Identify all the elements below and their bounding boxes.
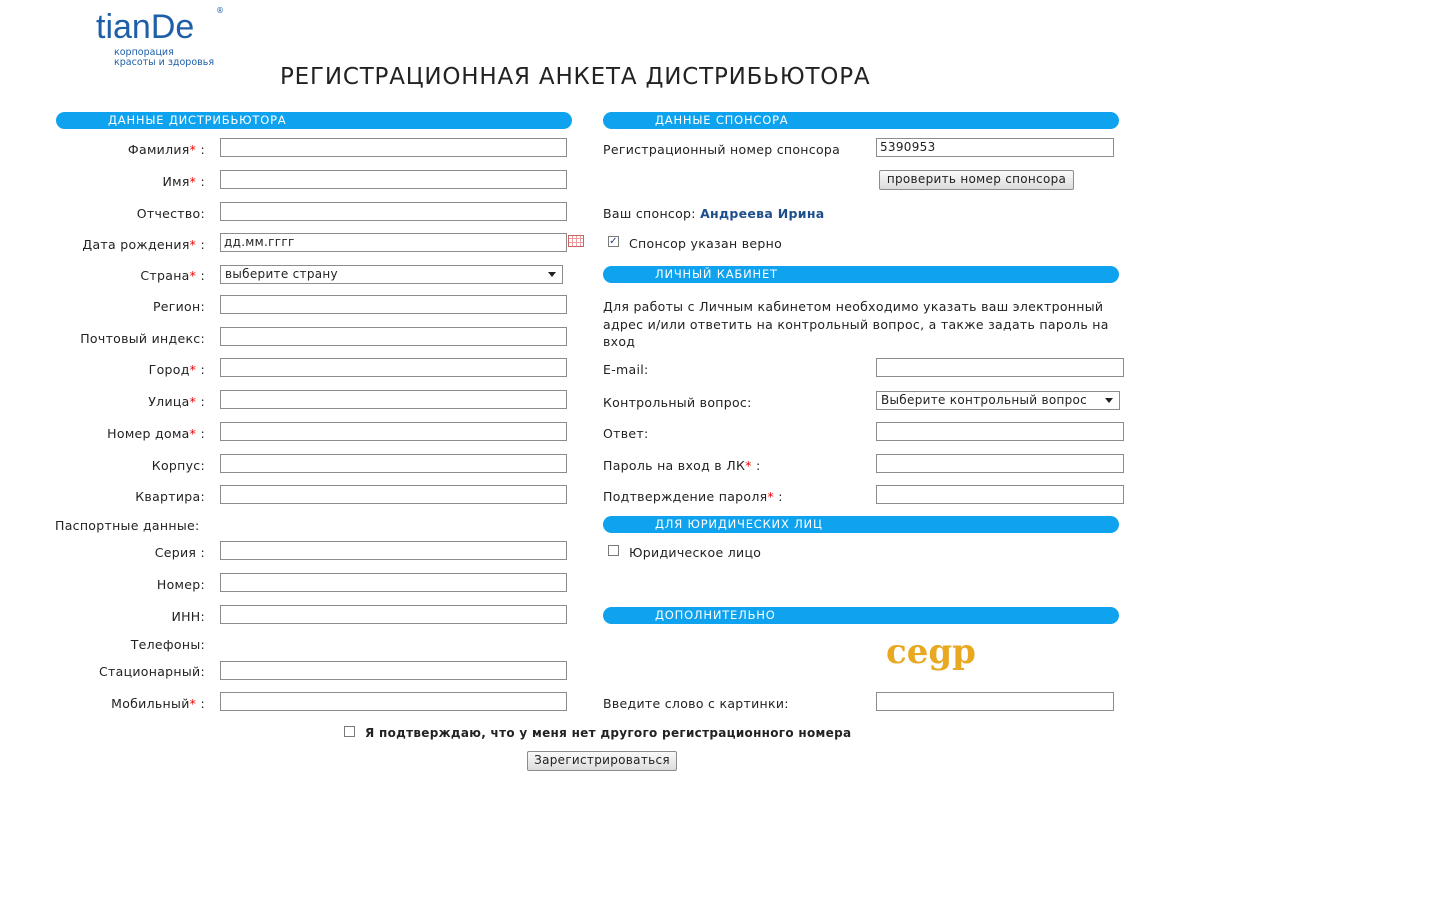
section-header-legal: ДЛЯ ЮРИДИЧЕСКИХ ЛИЦ — [603, 516, 1119, 533]
chevron-down-icon — [1105, 398, 1113, 403]
label-captcha: Введите слово с картинки: — [603, 696, 789, 711]
logo-registered-mark: ® — [216, 6, 225, 15]
label-apartment: Квартира: — [135, 489, 205, 504]
label-birthdate: Дата рождения* : — [82, 237, 205, 252]
logo-subtitle-line1: корпорация — [114, 47, 174, 58]
password-input[interactable] — [876, 454, 1124, 473]
check-sponsor-button[interactable]: проверить номер спонсора — [879, 170, 1074, 190]
sponsor-correct-checkbox[interactable]: ✓ — [609, 236, 618, 247]
apartment-input[interactable] — [220, 485, 567, 504]
label-inn: ИНН: — [171, 609, 205, 624]
number-input[interactable] — [220, 573, 567, 592]
label-confirm-password: Подтверждение пароля* : — [603, 489, 783, 504]
label-house: Номер дома* : — [107, 426, 205, 441]
house-input[interactable] — [220, 422, 567, 441]
section-header-cabinet: ЛИЧНЫЙ КАБИНЕТ — [603, 266, 1119, 283]
country-select-value: выберите страну — [225, 267, 338, 281]
tiande-logo — [96, 6, 236, 70]
city-input[interactable] — [220, 358, 567, 377]
label-lastname: Фамилия* : — [127, 142, 205, 157]
page-title: РЕГИСТРАЦИОННАЯ АНКЕТА ДИСТРИБЬЮТОРА — [280, 64, 871, 90]
label-country: Страна* : — [140, 268, 205, 283]
logo-word: tianDe — [96, 8, 195, 46]
confirm-password-input[interactable] — [876, 485, 1124, 504]
building-input[interactable] — [220, 454, 567, 473]
mobile-input[interactable] — [220, 692, 567, 711]
label-passport: Паспортные данные: — [55, 518, 200, 533]
section-header-extra: ДОПОЛНИТЕЛЬНО — [603, 607, 1119, 624]
logo-subtitle-line2: красоты и здоровья — [114, 57, 215, 68]
country-select[interactable] — [220, 265, 563, 284]
label-question: Контрольный вопрос: — [603, 395, 752, 410]
label-firstname: Имя* : — [162, 174, 205, 189]
label-password: Пароль на вход в ЛК* : — [603, 458, 761, 473]
captcha-image: cegp — [886, 632, 976, 672]
region-input[interactable] — [220, 295, 567, 314]
your-sponsor — [603, 206, 825, 221]
register-button[interactable]: Зарегистрироваться — [527, 751, 677, 771]
label-zip: Почтовый индекс: — [80, 331, 205, 346]
answer-input[interactable] — [876, 422, 1124, 441]
label-city: Город* : — [148, 362, 205, 377]
label-mobile: Мобильный* : — [111, 696, 205, 711]
cabinet-description — [603, 298, 1143, 351]
cabinet-description-line1: Для работы с Личным кабинетом необходимо указать ваш электронный — [603, 299, 1104, 314]
question-select-value: Выберите контрольный вопрос — [881, 393, 1088, 407]
captcha-input[interactable] — [876, 692, 1114, 711]
label-answer: Ответ: — [603, 426, 649, 441]
section-header-sponsor: ДАННЫЕ СПОНСОРА — [603, 112, 1119, 129]
firstname-input[interactable] — [220, 170, 567, 189]
chevron-down-icon — [548, 272, 556, 277]
patronymic-input[interactable] — [220, 202, 567, 221]
lastname-input[interactable] — [220, 138, 567, 157]
label-series: Серия : — [154, 545, 205, 560]
sponsor-correct-label: Спонсор указан верно — [629, 236, 783, 251]
label-street: Улица* : — [148, 394, 205, 409]
label-number: Номер: — [156, 577, 205, 592]
logo-subtitle — [114, 48, 214, 68]
cabinet-description-line3: вход — [603, 334, 636, 349]
label-landline: Стационарный: — [99, 664, 205, 679]
calendar-icon[interactable] — [568, 235, 584, 247]
landline-input[interactable] — [220, 661, 567, 680]
label-sponsor-reg: Регистрационный номер спонсора — [603, 142, 841, 157]
label-building: Корпус: — [151, 458, 205, 473]
street-input[interactable] — [220, 390, 567, 409]
confirm-label: Я подтверждаю, что у меня нет другого регистрационного номера — [365, 726, 852, 740]
label-patronymic: Отчество: — [136, 206, 205, 221]
zip-input[interactable] — [220, 327, 567, 346]
birthdate-input[interactable]: дд.мм.гггг — [220, 233, 567, 252]
series-input[interactable] — [220, 541, 567, 560]
inn-input[interactable] — [220, 605, 567, 624]
sponsor-reg-input[interactable]: 5390953 — [876, 138, 1114, 157]
legal-entity-label: Юридическое лицо — [629, 545, 762, 560]
label-region: Регион: — [152, 299, 205, 314]
section-header-distributor: ДАННЫЕ ДИСТРИБЬЮТОРА — [56, 112, 572, 129]
legal-entity-checkbox[interactable] — [608, 545, 619, 556]
your-sponsor-label: Ваш спонсор: — [603, 206, 696, 221]
cabinet-description-line2: адрес и/или ответить на контрольный вопрос, а также задать пароль на — [603, 316, 1109, 332]
sponsor-name: Андреева Ирина — [700, 206, 825, 221]
question-select[interactable] — [876, 391, 1120, 410]
label-phones: Телефоны: — [130, 637, 205, 652]
email-input[interactable] — [876, 358, 1124, 377]
confirm-checkbox[interactable] — [344, 726, 355, 737]
label-email: E-mail: — [603, 362, 649, 377]
